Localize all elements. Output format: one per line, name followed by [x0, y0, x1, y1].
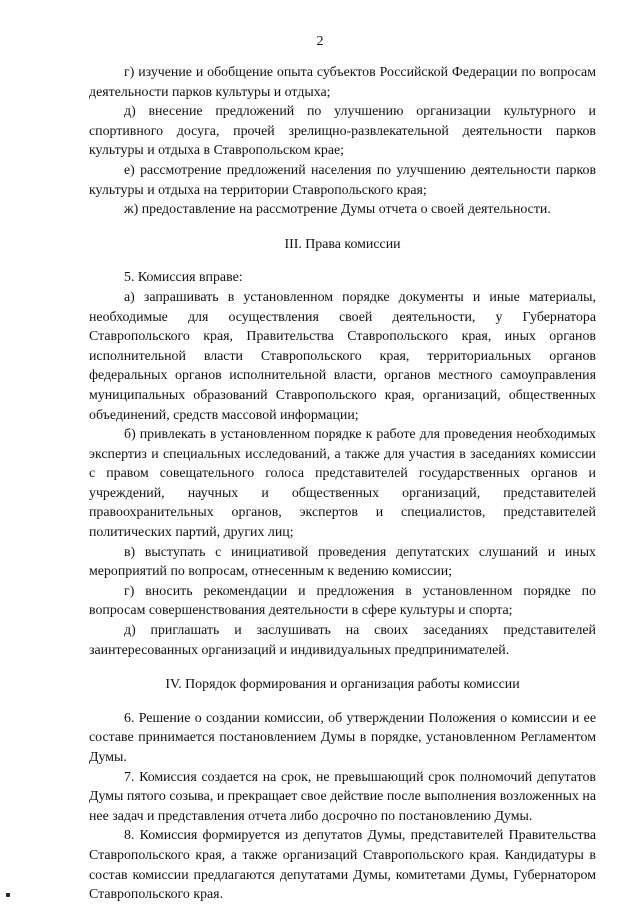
paragraph-right-d: д) приглашать и заслушивать на своих заседаниях представителей заинтересованных организаций и индивидуальных предпринимателей. [89, 623, 596, 658]
page-number: 2 [316, 34, 324, 49]
section-heading-procedure: IV. Порядок формирования и организация работы комиссии [165, 677, 520, 693]
paragraph-item-g: г) изучение и обобщение опыта субъектов Российской Федерации по вопросам деятельности парков культуры и отдыха; [89, 65, 596, 100]
paragraph-right-b: б) привлекать в установленном порядке к работе для проведения необходимых экспертиз и специальных исследований, а также для участия в заседаниях комиссии с правом совещательного голоса представителей государственных органов и учреждений, научных и общественных организаций, представителей правоохранительных органов, экспертов и специалистов, представителей политических партий, других лиц; [89, 427, 596, 541]
paragraph-clause-7: 7. Комиссия создается на срок, не превышающий срок полномочий депутатов Думы пятого созыва, и прекращает свое действие после выполнения возложенных на нее задач и представления отчета либо досрочно по постановлению Думы. [89, 769, 596, 824]
paragraph-clause-6: 6. Решение о создании комиссии, об утверждении Положения о комиссии и ее составе принимается постановлением Думы в порядке, установленном Регламентом Думы. [89, 710, 596, 765]
paragraph-right-a: а) запрашивать в установленном порядке документы и иные материалы, необходимые для осуществления своей деятельности, у Губернатора Ставропольского края, Правительства Ставропольского края, иных органов исполнительной власти Ставропольского края, территориальных органов федеральных органов исполнительной власти, органов местного самоуправления муниципальных образований Ставропольского края, организаций, общественных объединений, средств массовой информации; [89, 289, 596, 423]
paragraph-item-d: д) внесение предложений по улучшению организации культурного и спортивного досуга, прочей зрелищно-развлекательной деятельности парков культуры и отдыха в Ставропольском крае; [89, 104, 596, 159]
scan-artifact-dot [6, 893, 10, 897]
paragraph-item-zh: ж) предоставление на рассмотрение Думы отчета о своей деятельности. [124, 202, 551, 218]
section-heading-rights: III. Права комиссии [284, 236, 401, 252]
paragraph-clause-8: 8. Комиссия формируется из депутатов Думы, представителей Правительства Ставропольского края, а также организаций Ставропольского края. Кандидатуры в состав комиссии предлагаются депутатами Думы, комитетами Думы, Губернатором Ставропольского края. [89, 828, 596, 903]
paragraph-item-e: е) рассмотрение предложений населения по улучшению деятельности парков культуры и отдыха на территории Ставропольского края; [89, 162, 596, 198]
document-body [89, 63, 596, 905]
paragraph-right-g: г) вносить рекомендации и предложения в установленном порядке по вопросам совершенствования деятельности в сфере культуры и спорта; [89, 583, 596, 619]
paragraph-right-v: в) выступать с инициативой проведения депутатских слушаний и иных мероприятий по вопросам, отнесенным к ведению комиссии; [89, 544, 596, 580]
paragraph-clause-5-intro: 5. Комиссия вправе: [124, 270, 243, 286]
